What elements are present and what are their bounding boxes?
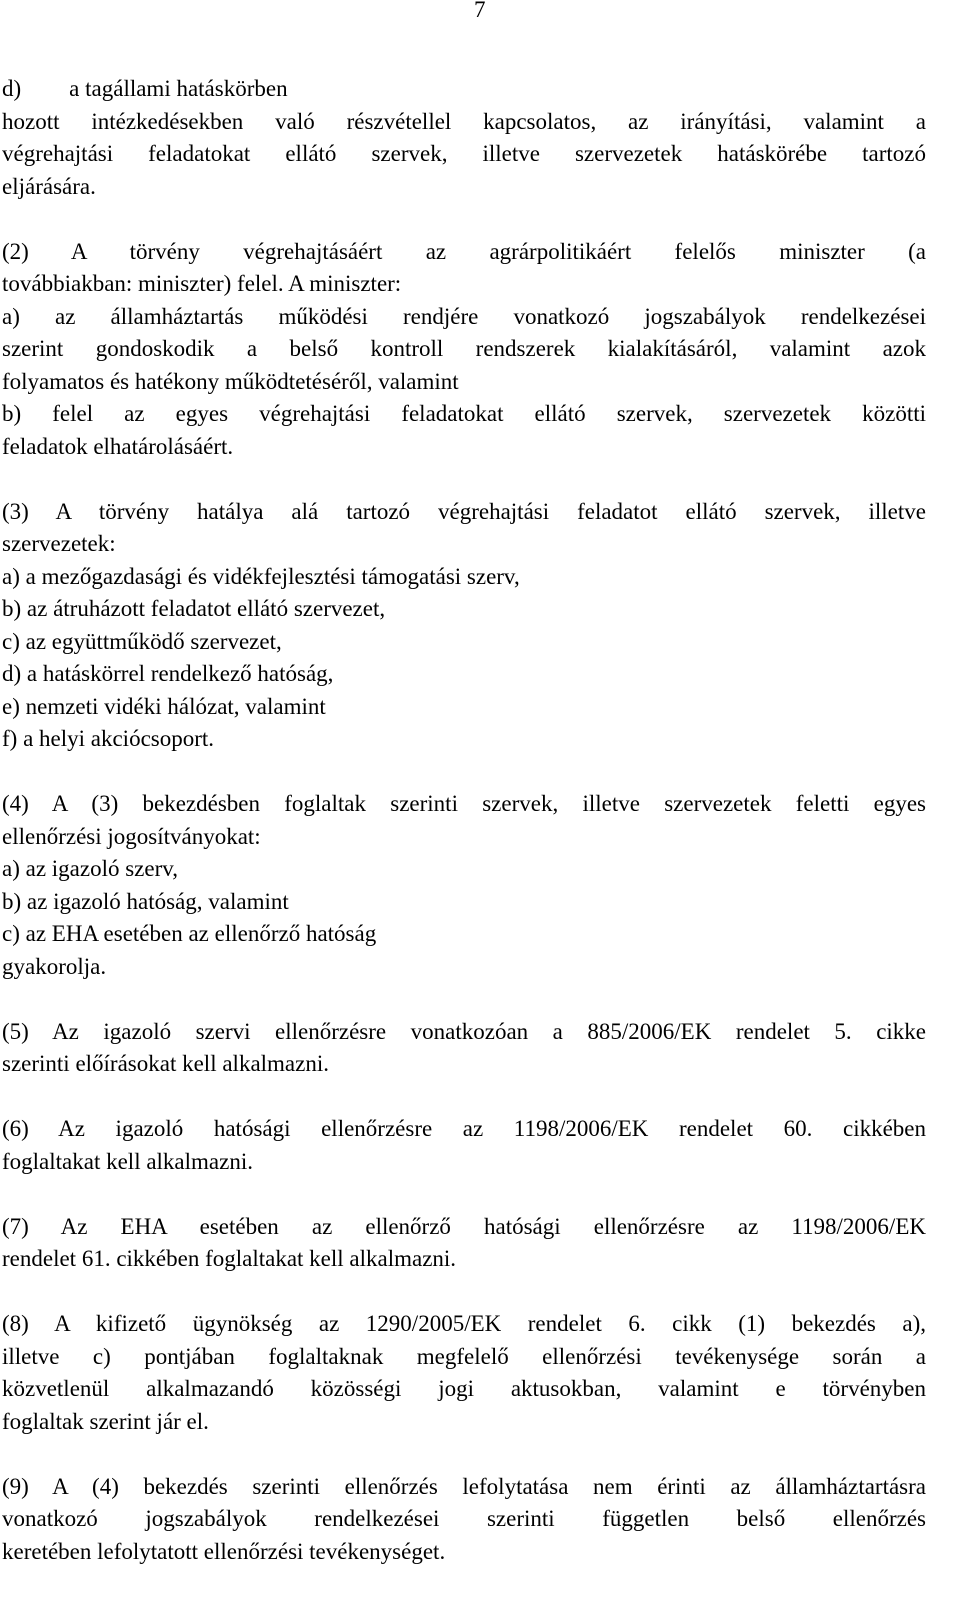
- paragraph-line: foglaltak szerint jár el.: [2, 1408, 209, 1434]
- paragraph-line: közvetlenül alkalmazandó közösségi jogi aktusokban, valamint e törvényben: [2, 1376, 926, 1401]
- paragraph-line: a) az államháztartás működési rendjére vonatkozó jogszabályok rendelkezései: [2, 303, 926, 329]
- paragraph-line: illetve c) pontjában foglaltaknak megfelelő ellenőrzési tevékenysége során a: [2, 1343, 926, 1369]
- paragraph-line: (6) Az igazoló hatósági ellenőrzésre az 1198/2006/EK rendelet 60. cikkében: [2, 1116, 926, 1141]
- section-3: [2, 496, 926, 756]
- section-d-first-line: d) a tagállami hatáskörben: [2, 76, 288, 101]
- section-6: [2, 1113, 926, 1178]
- paragraph-line: (3) A törvény hatálya alá tartozó végrehajtási feladatot ellátó szervek, illetve: [2, 498, 926, 524]
- paragraph-line: keretében lefolytatott ellenőrzési tevékenységet.: [2, 1538, 446, 1564]
- paragraph-line: (2) A törvény végrehajtásáért az agrárpolitikáért felelős miniszter (a: [2, 238, 926, 264]
- paragraph-line: (8) A kifizető ügynökség az 1290/2005/EK rendelet 6. cikk (1) bekezdés a),: [2, 1311, 926, 1336]
- paragraph-line: (4) A (3) bekezdésben foglaltak szerinti szervek, illetve szervezetek feletti egyes: [2, 791, 926, 816]
- list-item: b) az igazoló hatóság, valamint: [2, 888, 289, 914]
- section-7: [2, 1211, 926, 1276]
- list-item: a) a mezőgazdasági és vidékfejlesztési támogatási szerv,: [2, 563, 520, 589]
- paragraph-line: eljárására.: [2, 173, 96, 199]
- paragraph-line: foglaltakat kell alkalmazni.: [2, 1148, 253, 1174]
- paragraph-line: ellenőrzési jogosítványokat:: [2, 823, 261, 849]
- paragraph-line: (7) Az EHA esetében az ellenőrző hatósági ellenőrzésre az 1198/2006/EK: [2, 1213, 926, 1239]
- paragraph-line: gyakorolja.: [2, 953, 107, 979]
- paragraph-line: továbbiakban: miniszter) felel. A miniszter:: [2, 271, 402, 296]
- section-4: [2, 788, 926, 983]
- list-item: f) a helyi akciócsoport.: [2, 726, 215, 751]
- paragraph-line: rendelet 61. cikkében foglaltakat kell alkalmazni.: [2, 1246, 457, 1271]
- paragraph-line: szerinti előírásokat kell alkalmazni.: [2, 1051, 329, 1076]
- document-body: [2, 73, 926, 1601]
- paragraph-line: feladatok elhatárolásáért.: [2, 433, 234, 459]
- section-9: [2, 1471, 926, 1569]
- list-item: c) az EHA esetében az ellenőrző hatóság: [2, 921, 377, 946]
- list-item: e) nemzeti vidéki hálózat, valamint: [2, 693, 326, 719]
- paragraph-line: b) felel az egyes végrehajtási feladatokat ellátó szervek, szervezetek közötti: [2, 401, 926, 426]
- paragraph-line: szerint gondoskodik a belső kontroll rendszerek kialakításáról, valamint azok: [2, 336, 926, 361]
- paragraph-line: végrehajtási feladatokat ellátó szervek, illetve szervezetek hatáskörébe tartozó: [2, 141, 926, 166]
- paragraph-line: (5) Az igazoló szervi ellenőrzésre vonatkozóan a 885/2006/EK rendelet 5. cikke: [2, 1018, 926, 1044]
- paragraph-line: hozott intézkedésekben való részvétellel kapcsolatos, az irányítási, valamint a: [2, 108, 926, 134]
- list-item: a) az igazoló szerv,: [2, 856, 179, 881]
- section-2: [2, 236, 926, 464]
- list-item: c) az együttműködő szervezet,: [2, 628, 282, 654]
- paragraph-line: folyamatos és hatékony működtetéséről, valamint: [2, 368, 459, 394]
- paragraph-line: vonatkozó jogszabályok rendelkezései szerinti független belső ellenőrzés: [2, 1506, 926, 1531]
- list-item: d) a hatáskörrel rendelkező hatóság,: [2, 661, 334, 686]
- list-item: b) az átruházott feladatot ellátó szervezet,: [2, 596, 386, 621]
- section-d: [2, 73, 926, 203]
- page-number: 7: [474, 0, 486, 22]
- section-5: [2, 1016, 926, 1081]
- paragraph-line: (9) A (4) bekezdés szerinti ellenőrzés lefolytatása nem érinti az államháztartásra: [2, 1473, 926, 1499]
- section-8: [2, 1308, 926, 1438]
- paragraph-line: szervezetek:: [2, 531, 116, 556]
